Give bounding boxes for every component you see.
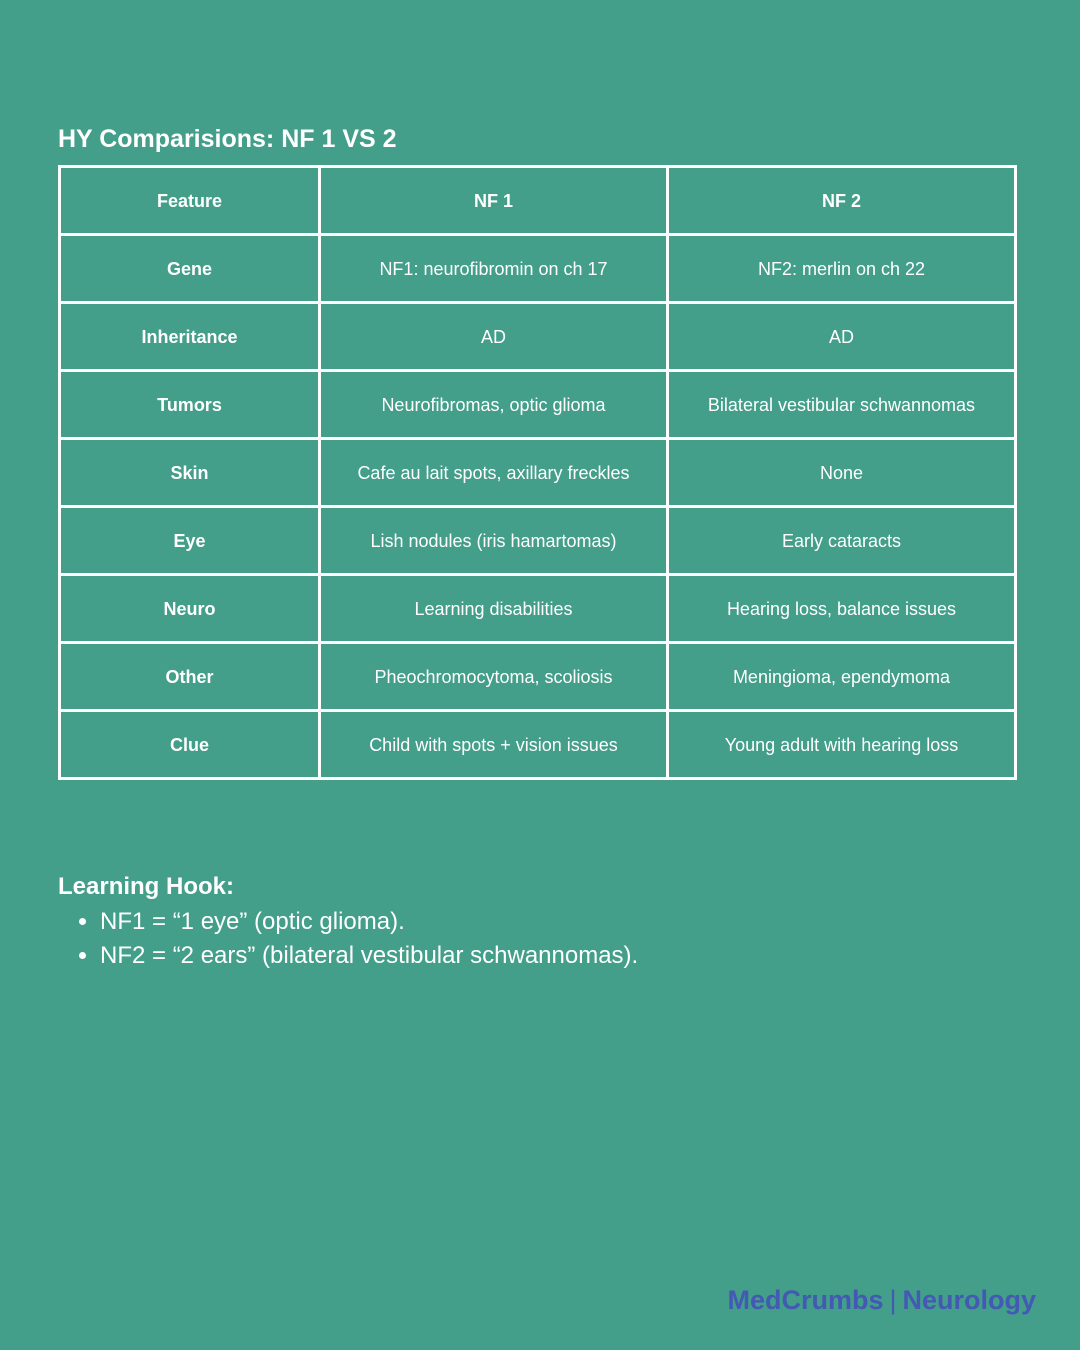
nf1-cell: Child with spots + vision issues — [320, 711, 668, 779]
learning-hook-list — [58, 905, 638, 973]
header-feature: Feature — [60, 167, 320, 235]
nf1-cell: NF1: neurofibromin on ch 17 — [320, 235, 668, 303]
nf2-cell: Early cataracts — [668, 507, 1016, 575]
feature-cell: Neuro — [60, 575, 320, 643]
nf1-cell: Lish nodules (iris hamartomas) — [320, 507, 668, 575]
header-nf1: NF 1 — [320, 167, 668, 235]
header-nf2: NF 2 — [668, 167, 1016, 235]
nf1-cell: Pheochromocytoma, scoliosis — [320, 643, 668, 711]
nf1-cell: AD — [320, 303, 668, 371]
nf2-cell: Hearing loss, balance issues — [668, 575, 1016, 643]
nf2-cell: Young adult with hearing loss — [668, 711, 1016, 779]
feature-cell: Inheritance — [60, 303, 320, 371]
table-header-row — [60, 167, 1016, 235]
page-title: HY Comparisions: NF 1 VS 2 — [58, 125, 397, 153]
nf2-cell: NF2: merlin on ch 22 — [668, 235, 1016, 303]
nf2-cell: Bilateral vestibular schwannomas — [668, 371, 1016, 439]
nf2-cell: AD — [668, 303, 1016, 371]
table-row — [60, 439, 1016, 507]
feature-cell: Tumors — [60, 371, 320, 439]
feature-cell: Eye — [60, 507, 320, 575]
brand-section: Neurology — [902, 1285, 1036, 1315]
table-row — [60, 371, 1016, 439]
list-item: • NF2 = “2 ears” (bilateral vestibular schwannomas). — [100, 939, 638, 973]
feature-cell: Clue — [60, 711, 320, 779]
brand-name: MedCrumbs — [727, 1285, 884, 1315]
list-item: • NF1 = “1 eye” (optic glioma). — [100, 905, 638, 939]
feature-cell: Other — [60, 643, 320, 711]
table-row — [60, 235, 1016, 303]
brand-separator: | — [889, 1285, 897, 1315]
table-row — [60, 643, 1016, 711]
nf1-cell: Neurofibromas, optic glioma — [320, 371, 668, 439]
table-row — [60, 303, 1016, 371]
nf2-cell: Meningioma, ependymoma — [668, 643, 1016, 711]
table-row — [60, 575, 1016, 643]
comparison-table — [58, 165, 1017, 780]
nf2-cell: None — [668, 439, 1016, 507]
table-row — [60, 507, 1016, 575]
table-row — [60, 711, 1016, 779]
brand-footer — [727, 1282, 1036, 1318]
feature-cell: Skin — [60, 439, 320, 507]
nf1-cell: Cafe au lait spots, axillary freckles — [320, 439, 668, 507]
nf1-cell: Learning disabilities — [320, 575, 668, 643]
feature-cell: Gene — [60, 235, 320, 303]
learning-hook-title: Learning Hook: — [58, 873, 235, 900]
